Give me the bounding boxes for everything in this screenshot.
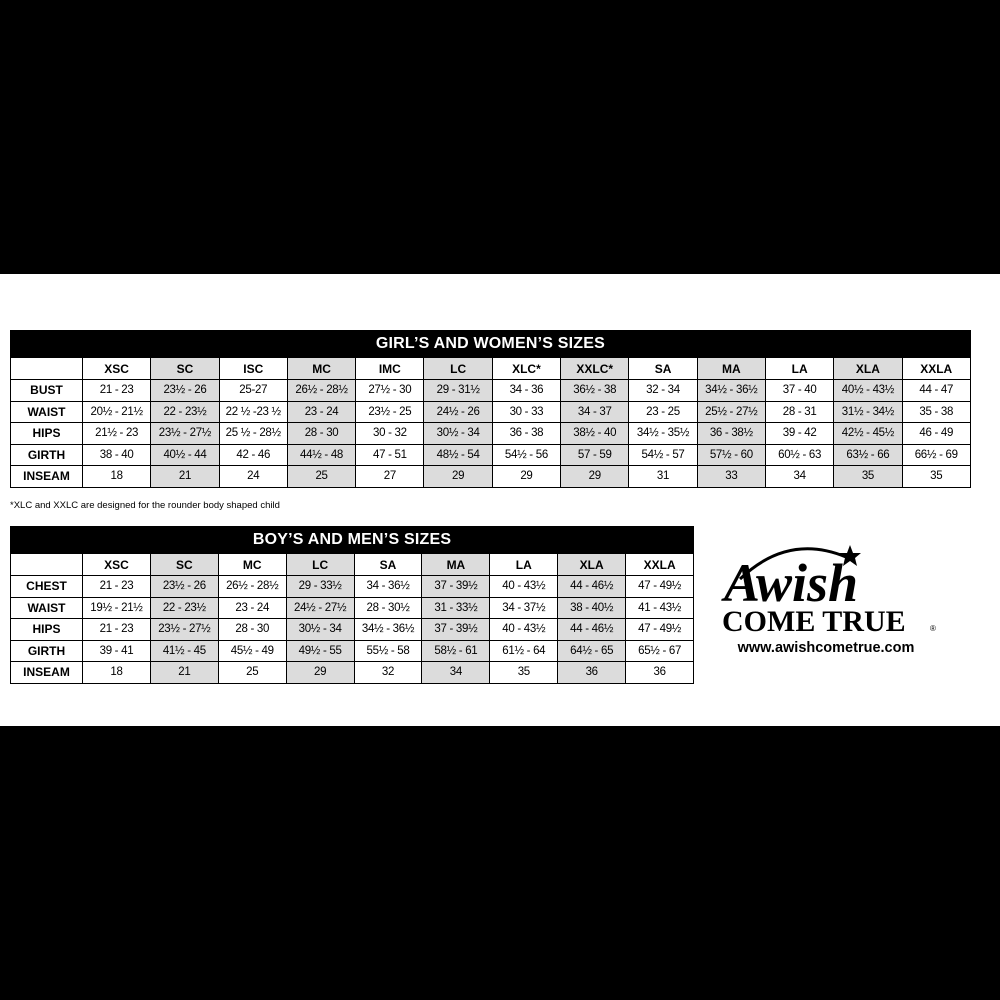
measurement-cell: 26½ - 28½ bbox=[287, 380, 355, 402]
size-header-xxlc: XXLC* bbox=[561, 358, 629, 380]
measurement-row-bust bbox=[11, 380, 971, 402]
brand-logo-art bbox=[718, 539, 948, 639]
measurement-cell: 36 bbox=[626, 662, 694, 684]
measurement-cell: 23 - 24 bbox=[287, 401, 355, 423]
measurement-cell: 36 bbox=[558, 662, 626, 684]
measurement-cell: 34 - 37½ bbox=[490, 597, 558, 619]
measurement-cell: 28 - 30 bbox=[287, 423, 355, 445]
measurement-cell: 23 - 24 bbox=[218, 597, 286, 619]
measurement-cell: 40 - 43½ bbox=[490, 576, 558, 598]
measurement-cell: 31½ - 34½ bbox=[834, 401, 902, 423]
measurement-cell: 37 - 40 bbox=[765, 380, 833, 402]
measurement-cell: 28 - 30 bbox=[218, 619, 286, 641]
boys-measurement-rows bbox=[11, 576, 694, 684]
size-chart-sheet bbox=[0, 274, 1000, 726]
row-label: HIPS bbox=[11, 619, 83, 641]
measurement-cell: 37 - 39½ bbox=[422, 619, 490, 641]
measurement-cell: 28 - 31 bbox=[765, 401, 833, 423]
measurement-cell: 34½ - 36½ bbox=[354, 619, 422, 641]
measurement-cell: 38 - 40 bbox=[83, 444, 151, 466]
measurement-cell: 25 bbox=[287, 466, 355, 488]
girls-size-header-row bbox=[11, 358, 971, 380]
measurement-cell: 22 ½ -23 ½ bbox=[219, 401, 287, 423]
measurement-cell: 35 bbox=[834, 466, 902, 488]
measurement-cell: 32 bbox=[354, 662, 422, 684]
measurement-row-girth bbox=[11, 640, 694, 662]
measurement-cell: 19½ - 21½ bbox=[83, 597, 151, 619]
size-header-xla: XLA bbox=[834, 358, 902, 380]
measurement-cell: 54½ - 56 bbox=[492, 444, 560, 466]
measurement-cell: 64½ - 65 bbox=[558, 640, 626, 662]
measurement-cell: 48½ - 54 bbox=[424, 444, 492, 466]
size-header-sc: SC bbox=[150, 554, 218, 576]
measurement-cell: 38½ - 40 bbox=[561, 423, 629, 445]
measurement-cell: 30½ - 34 bbox=[424, 423, 492, 445]
measurement-cell: 23½ - 27½ bbox=[151, 423, 219, 445]
measurement-row-hips bbox=[11, 619, 694, 641]
header-corner-cell bbox=[11, 554, 83, 576]
measurement-cell: 28 - 30½ bbox=[354, 597, 422, 619]
measurement-row-chest bbox=[11, 576, 694, 598]
measurement-cell: 30 - 32 bbox=[356, 423, 424, 445]
measurement-cell: 23½ - 26 bbox=[151, 380, 219, 402]
size-header-ma: MA bbox=[422, 554, 490, 576]
size-header-lc: LC bbox=[286, 554, 354, 576]
measurement-cell: 23½ - 26 bbox=[150, 576, 218, 598]
measurement-cell: 21 - 23 bbox=[83, 576, 151, 598]
measurement-cell: 58½ - 61 bbox=[422, 640, 490, 662]
measurement-cell: 42 - 46 bbox=[219, 444, 287, 466]
measurement-cell: 32 - 34 bbox=[629, 380, 697, 402]
measurement-cell: 33 bbox=[697, 466, 765, 488]
girls-measurement-rows bbox=[11, 380, 971, 488]
boys-mens-size-table bbox=[10, 526, 694, 684]
measurement-cell: 30 - 33 bbox=[492, 401, 560, 423]
measurement-cell: 21½ - 23 bbox=[83, 423, 151, 445]
measurement-cell: 36½ - 38 bbox=[561, 380, 629, 402]
measurement-cell: 47 - 51 bbox=[356, 444, 424, 466]
measurement-cell: 29 bbox=[561, 466, 629, 488]
size-header-la: LA bbox=[490, 554, 558, 576]
measurement-cell: 31 bbox=[629, 466, 697, 488]
measurement-cell: 30½ - 34 bbox=[286, 619, 354, 641]
measurement-cell: 24½ - 26 bbox=[424, 401, 492, 423]
size-header-mc: MC bbox=[287, 358, 355, 380]
size-header-isc: ISC bbox=[219, 358, 287, 380]
measurement-cell: 57 - 59 bbox=[561, 444, 629, 466]
brand-url: www.awishcometrue.com bbox=[737, 640, 915, 656]
measurement-cell: 46 - 49 bbox=[902, 423, 970, 445]
measurement-cell: 22 - 23½ bbox=[150, 597, 218, 619]
measurement-cell: 40½ - 43½ bbox=[834, 380, 902, 402]
size-header-xxla: XXLA bbox=[902, 358, 970, 380]
measurement-cell: 60½ - 63 bbox=[765, 444, 833, 466]
size-header-sc: SC bbox=[151, 358, 219, 380]
measurement-row-waist bbox=[11, 597, 694, 619]
measurement-cell: 40 - 43½ bbox=[490, 619, 558, 641]
measurement-cell: 21 - 23 bbox=[83, 380, 151, 402]
measurement-cell: 34 - 37 bbox=[561, 401, 629, 423]
row-label: HIPS bbox=[11, 423, 83, 445]
measurement-cell: 34 - 36½ bbox=[354, 576, 422, 598]
measurement-cell: 21 bbox=[151, 466, 219, 488]
size-header-xlc: XLC* bbox=[492, 358, 560, 380]
registered-mark-icon: ® bbox=[930, 624, 936, 633]
measurement-cell: 44½ - 48 bbox=[287, 444, 355, 466]
measurement-row-girth bbox=[11, 444, 971, 466]
measurement-cell: 34 bbox=[765, 466, 833, 488]
measurement-cell: 29 bbox=[492, 466, 560, 488]
boys-size-header-row bbox=[11, 554, 694, 576]
measurement-cell: 18 bbox=[83, 662, 151, 684]
measurement-cell: 21 bbox=[150, 662, 218, 684]
measurement-cell: 24½ - 27½ bbox=[286, 597, 354, 619]
size-header-sa: SA bbox=[629, 358, 697, 380]
row-label: INSEAM bbox=[11, 662, 83, 684]
logo-word-awish: Awish bbox=[724, 553, 859, 613]
measurement-cell: 34½ - 36½ bbox=[697, 380, 765, 402]
measurement-cell: 29 bbox=[286, 662, 354, 684]
measurement-cell: 29 - 31½ bbox=[424, 380, 492, 402]
size-header-xxla: XXLA bbox=[626, 554, 694, 576]
size-header-mc: MC bbox=[218, 554, 286, 576]
measurement-cell: 38 - 40½ bbox=[558, 597, 626, 619]
size-header-ma: MA bbox=[697, 358, 765, 380]
measurement-cell: 47 - 49½ bbox=[626, 576, 694, 598]
measurement-cell: 55½ - 58 bbox=[354, 640, 422, 662]
measurement-cell: 54½ - 57 bbox=[629, 444, 697, 466]
girls-table-title: GIRL’S AND WOMEN’S SIZES bbox=[11, 331, 971, 358]
measurement-cell: 45½ - 49 bbox=[218, 640, 286, 662]
measurement-cell: 66½ - 69 bbox=[902, 444, 970, 466]
measurement-cell: 29 bbox=[424, 466, 492, 488]
measurement-cell: 23½ - 25 bbox=[356, 401, 424, 423]
girls-womens-size-table bbox=[10, 330, 971, 488]
row-label: GIRTH bbox=[11, 640, 83, 662]
measurement-cell: 35 bbox=[902, 466, 970, 488]
measurement-cell: 21 - 23 bbox=[83, 619, 151, 641]
measurement-cell: 31 - 33½ bbox=[422, 597, 490, 619]
measurement-cell: 18 bbox=[83, 466, 151, 488]
measurement-cell: 25½ - 27½ bbox=[697, 401, 765, 423]
measurement-cell: 44 - 46½ bbox=[558, 619, 626, 641]
row-label: BUST bbox=[11, 380, 83, 402]
row-label: GIRTH bbox=[11, 444, 83, 466]
footnote: *XLC and XXLC are designed for the rounder body shaped child bbox=[10, 500, 280, 511]
measurement-cell: 61½ - 64 bbox=[490, 640, 558, 662]
measurement-cell: 40½ - 44 bbox=[151, 444, 219, 466]
measurement-cell: 49½ - 55 bbox=[286, 640, 354, 662]
row-label: WAIST bbox=[11, 401, 83, 423]
measurement-cell: 44 - 47 bbox=[902, 380, 970, 402]
measurement-cell: 63½ - 66 bbox=[834, 444, 902, 466]
logo-word-come-true: COME TRUE bbox=[722, 605, 906, 638]
row-label: INSEAM bbox=[11, 466, 83, 488]
size-header-sa: SA bbox=[354, 554, 422, 576]
measurement-cell: 23 - 25 bbox=[629, 401, 697, 423]
measurement-cell: 20½ - 21½ bbox=[83, 401, 151, 423]
header-corner-cell bbox=[11, 358, 83, 380]
measurement-cell: 39 - 41 bbox=[83, 640, 151, 662]
measurement-cell: 44 - 46½ bbox=[558, 576, 626, 598]
measurement-cell: 25 ½ - 28½ bbox=[219, 423, 287, 445]
size-header-xla: XLA bbox=[558, 554, 626, 576]
measurement-cell: 41 - 43½ bbox=[626, 597, 694, 619]
measurement-row-hips bbox=[11, 423, 971, 445]
measurement-cell: 29 - 33½ bbox=[286, 576, 354, 598]
measurement-cell: 42½ - 45½ bbox=[834, 423, 902, 445]
measurement-cell: 41½ - 45 bbox=[150, 640, 218, 662]
measurement-cell: 36 - 38½ bbox=[697, 423, 765, 445]
measurement-cell: 35 - 38 bbox=[902, 401, 970, 423]
measurement-cell: 65½ - 67 bbox=[626, 640, 694, 662]
measurement-cell: 26½ - 28½ bbox=[218, 576, 286, 598]
measurement-cell: 34½ - 35½ bbox=[629, 423, 697, 445]
measurement-cell: 27 bbox=[356, 466, 424, 488]
size-header-xsc: XSC bbox=[83, 358, 151, 380]
measurement-cell: 35 bbox=[490, 662, 558, 684]
size-header-la: LA bbox=[765, 358, 833, 380]
measurement-cell: 47 - 49½ bbox=[626, 619, 694, 641]
row-label: CHEST bbox=[11, 576, 83, 598]
boys-table-title: BOY’S AND MEN’S SIZES bbox=[11, 527, 694, 554]
measurement-cell: 27½ - 30 bbox=[356, 380, 424, 402]
measurement-cell: 23½ - 27½ bbox=[150, 619, 218, 641]
size-header-imc: IMC bbox=[356, 358, 424, 380]
measurement-cell: 22 - 23½ bbox=[151, 401, 219, 423]
measurement-row-inseam bbox=[11, 466, 971, 488]
measurement-row-inseam bbox=[11, 662, 694, 684]
measurement-cell: 36 - 38 bbox=[492, 423, 560, 445]
measurement-cell: 25-27 bbox=[219, 380, 287, 402]
measurement-cell: 39 - 42 bbox=[765, 423, 833, 445]
row-label: WAIST bbox=[11, 597, 83, 619]
measurement-cell: 57½ - 60 bbox=[697, 444, 765, 466]
size-header-xsc: XSC bbox=[83, 554, 151, 576]
measurement-cell: 25 bbox=[218, 662, 286, 684]
measurement-row-waist bbox=[11, 401, 971, 423]
measurement-cell: 34 bbox=[422, 662, 490, 684]
measurement-cell: 37 - 39½ bbox=[422, 576, 490, 598]
size-header-lc: LC bbox=[424, 358, 492, 380]
measurement-cell: 24 bbox=[219, 466, 287, 488]
measurement-cell: 34 - 36 bbox=[492, 380, 560, 402]
